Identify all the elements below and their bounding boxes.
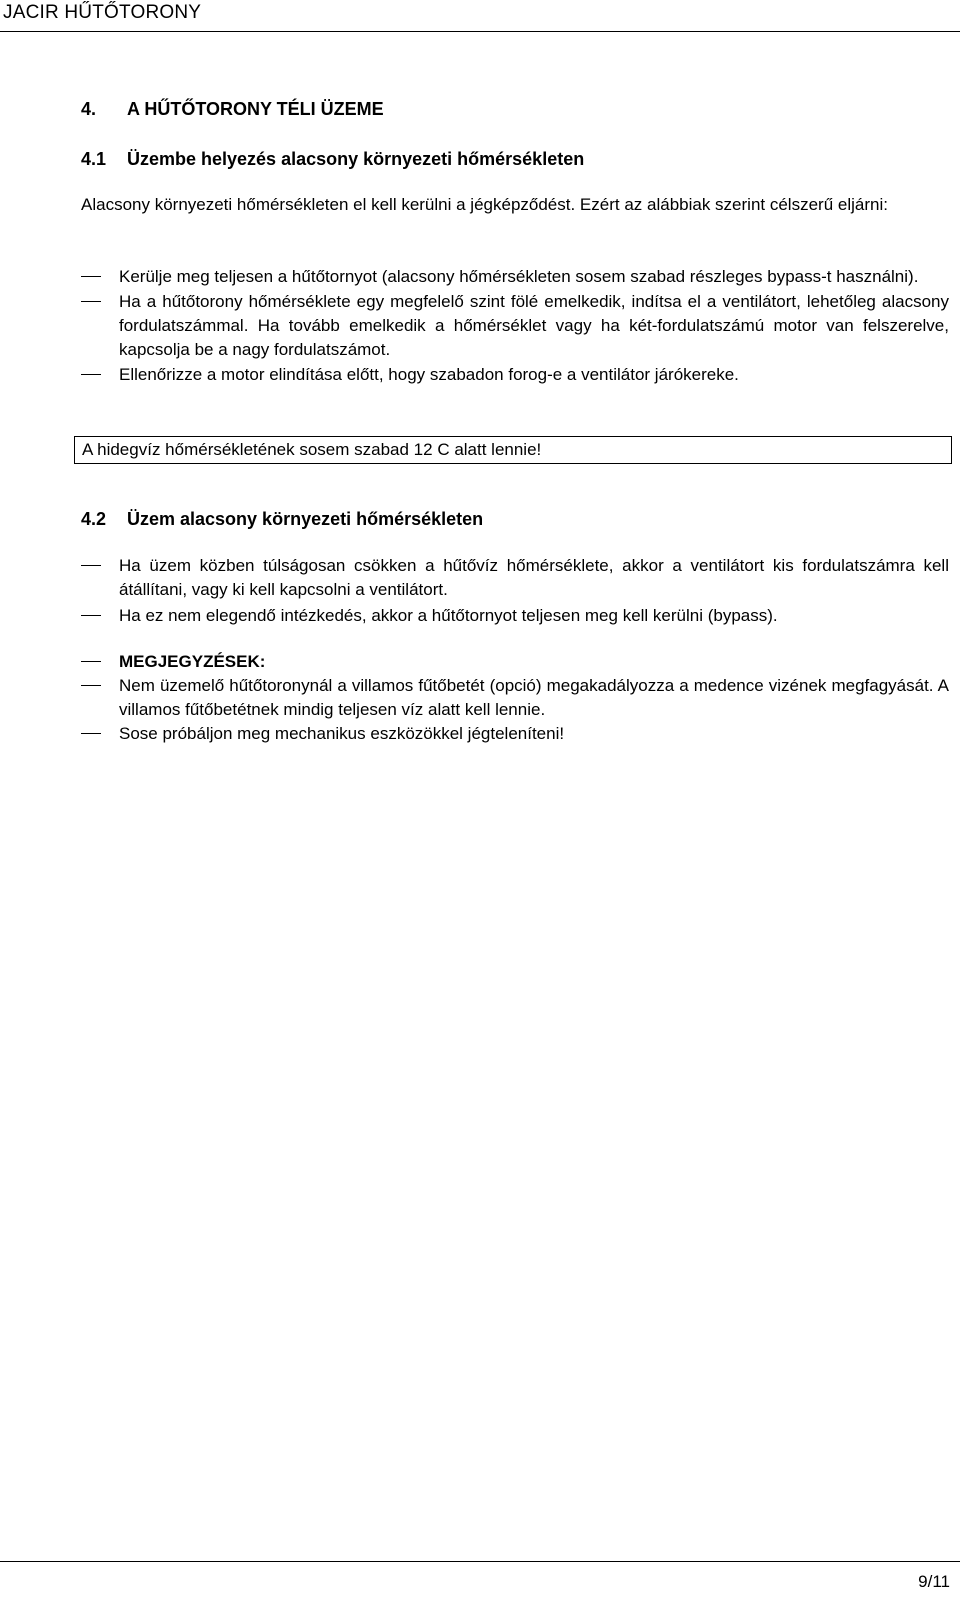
section-4-1-intro: Alacsony környezeti hőmérsékleten el kell kerülni a jégképződést. Ezért az alábbiak szerint célszerű eljárni: bbox=[81, 195, 888, 214]
section-4-1-heading bbox=[81, 147, 584, 171]
dash-bullet bbox=[81, 685, 101, 686]
section-4-title: A HŰTŐTORONY TÉLI ÜZEME bbox=[127, 99, 384, 119]
list-item-text: Ha üzem közben túlságosan csökken a hűtővíz hőmérséklete, akkor a ventilátort kis fordulatszámra kell átállítani, vagy ki kell kapcsolni a ventilátort. bbox=[119, 556, 949, 599]
footer-rule bbox=[0, 1561, 960, 1562]
list-item bbox=[81, 722, 949, 746]
list-item-text: Ellenőrizze a motor elindítása előtt, hogy szabadon forog-e a ventilátor járókereke. bbox=[119, 365, 739, 384]
section-4-1-number: 4.1 bbox=[81, 149, 107, 169]
list-item bbox=[81, 604, 949, 628]
list-item-text: Ha a hűtőtorony hőmérséklete egy megfelelő szint fölé emelkedik, indítsa el a ventilátort, lehetőleg alacsony fordulatszámmal. Ha tovább emelkedik a hőmérséklet vagy ha két-fordulatszámú motor van felszerelve, kapcsolja be a nagy fordulatszámot. bbox=[119, 292, 949, 359]
list-item bbox=[81, 265, 949, 289]
section-4-2-list bbox=[81, 554, 949, 628]
dash-bullet bbox=[81, 615, 101, 616]
dash-bullet bbox=[81, 565, 101, 566]
list-item bbox=[81, 554, 949, 602]
section-4-2-number: 4.2 bbox=[81, 509, 107, 529]
list-item-text: Ha ez nem elegendő intézkedés, akkor a hűtőtornyot teljesen meg kell kerülni (bypass). bbox=[119, 606, 778, 625]
section-4-2-heading bbox=[81, 507, 483, 531]
section-4-heading bbox=[81, 97, 384, 121]
section-4-1-list bbox=[81, 265, 949, 387]
dash-bullet bbox=[81, 661, 101, 662]
dash-bullet bbox=[81, 733, 101, 734]
dash-bullet bbox=[81, 276, 101, 277]
section-4-1-title: Üzembe helyezés alacsony környezeti hőmérsékleten bbox=[127, 149, 585, 169]
warning-box bbox=[74, 436, 952, 464]
notes-heading: MEGJEGYZÉSEK: bbox=[119, 652, 266, 671]
section-4-2-title: Üzem alacsony környezeti hőmérsékleten bbox=[127, 509, 484, 529]
list-item-text: Sose próbáljon meg mechanikus eszközökkel jégteleníteni! bbox=[119, 724, 565, 743]
notes-list bbox=[81, 650, 949, 746]
list-item-text: Kerülje meg teljesen a hűtőtornyot (alacsony hőmérsékleten sosem szabad részleges bypass-t használni). bbox=[119, 267, 919, 286]
header-rule bbox=[0, 31, 960, 32]
notes-heading-item bbox=[81, 650, 949, 674]
dash-bullet bbox=[81, 301, 101, 302]
list-item bbox=[81, 674, 949, 722]
list-item-text: Nem üzemelő hűtőtoronynál a villamos fűtőbetét (opció) megakadályozza a medence vizének megfagyását. A villamos fűtőbetétnek mindig teljesen víz alatt kell lennie. bbox=[119, 676, 949, 719]
section-4-number: 4. bbox=[81, 99, 97, 119]
page-number: 9/11 bbox=[918, 1572, 950, 1591]
list-item bbox=[81, 290, 949, 362]
list-item bbox=[81, 363, 949, 387]
dash-bullet bbox=[81, 374, 101, 375]
document-header-title: JACIR HŰTŐTORONY bbox=[3, 2, 202, 23]
warning-text: A hidegvíz hőmérsékletének sosem szabad 12 C alatt lennie! bbox=[82, 440, 542, 459]
